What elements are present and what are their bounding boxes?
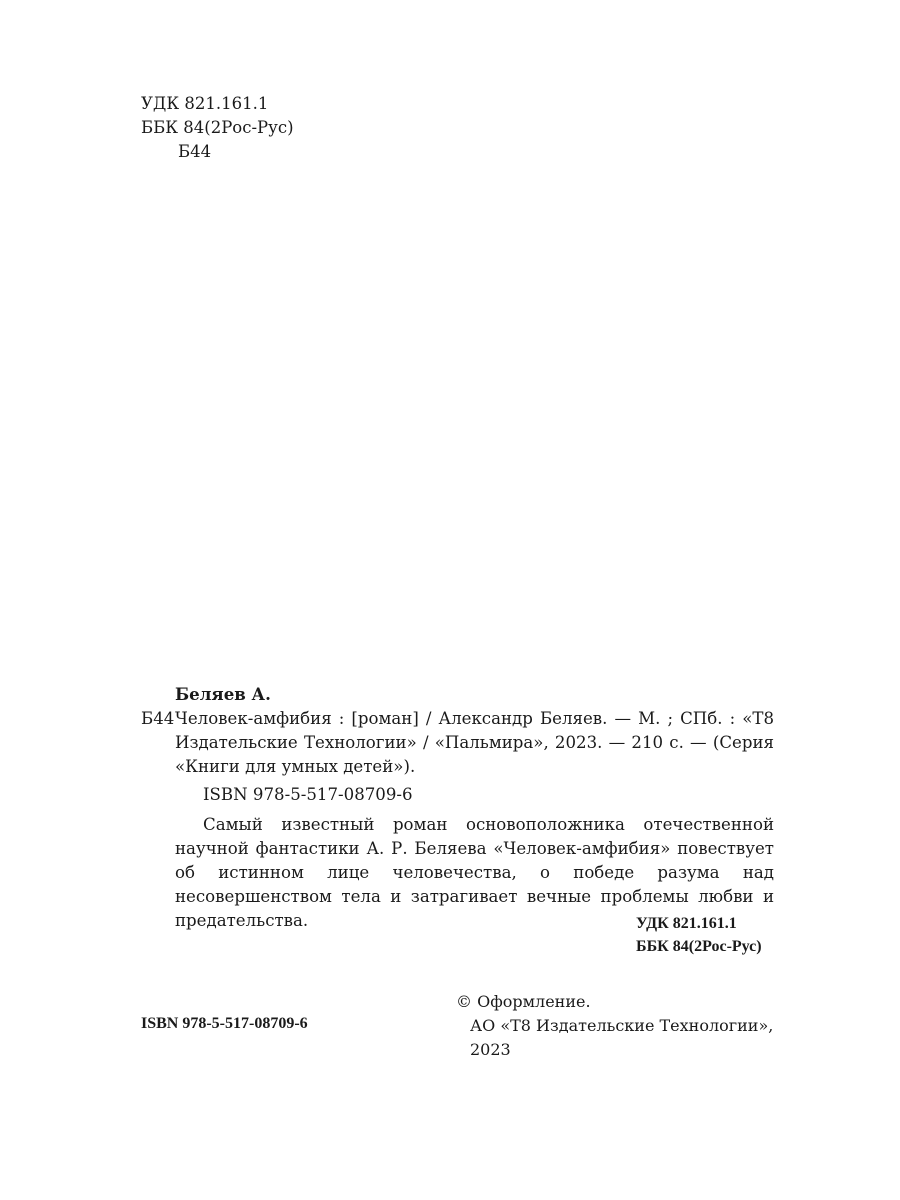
- author-mark: Б44: [178, 142, 212, 161]
- copyright-line-2: АО «Т8 Издательские Технологии», 2023: [470, 1016, 774, 1059]
- record-classification-codes: [636, 912, 762, 958]
- bibliographic-description: Человек-амфибия : [роман] / Александр Беляев. — М. ; СПб. : «Т8 Издательские Технологии» / «Пальмира», 2023. — 210 с. — (Серия «Книги для умных детей»).: [175, 709, 774, 776]
- record-udk: УДК 821.161.1: [636, 915, 737, 932]
- udk-code: УДК 821.161.1: [141, 94, 269, 113]
- copyright-line-1: © Оформление.: [456, 992, 591, 1011]
- top-classification-codes: [141, 92, 294, 164]
- bibliographic-entry: [141, 707, 774, 779]
- entry-author-mark: Б44: [141, 709, 175, 728]
- copyright-notice: [456, 990, 774, 1062]
- record-isbn: ISBN 978-5-517-08709-6: [203, 785, 413, 804]
- footer-isbn: ISBN 978-5-517-08709-6: [141, 1015, 308, 1032]
- record-bbk: ББК 84(2Рос-Рус): [636, 938, 762, 955]
- author-heading: Беляев А.: [175, 684, 271, 704]
- annotation: Самый известный роман основоположника отечественной научной фантастики А. Р. Беляева «Человек-амфибия» повествует об истинном лице человечества, о победе разума над несовершенством тела и затрагивает вечные проблемы любви и предательства.: [175, 815, 774, 930]
- bbk-code: ББК 84(2Рос-Рус): [141, 118, 294, 137]
- catalog-record: [141, 682, 774, 933]
